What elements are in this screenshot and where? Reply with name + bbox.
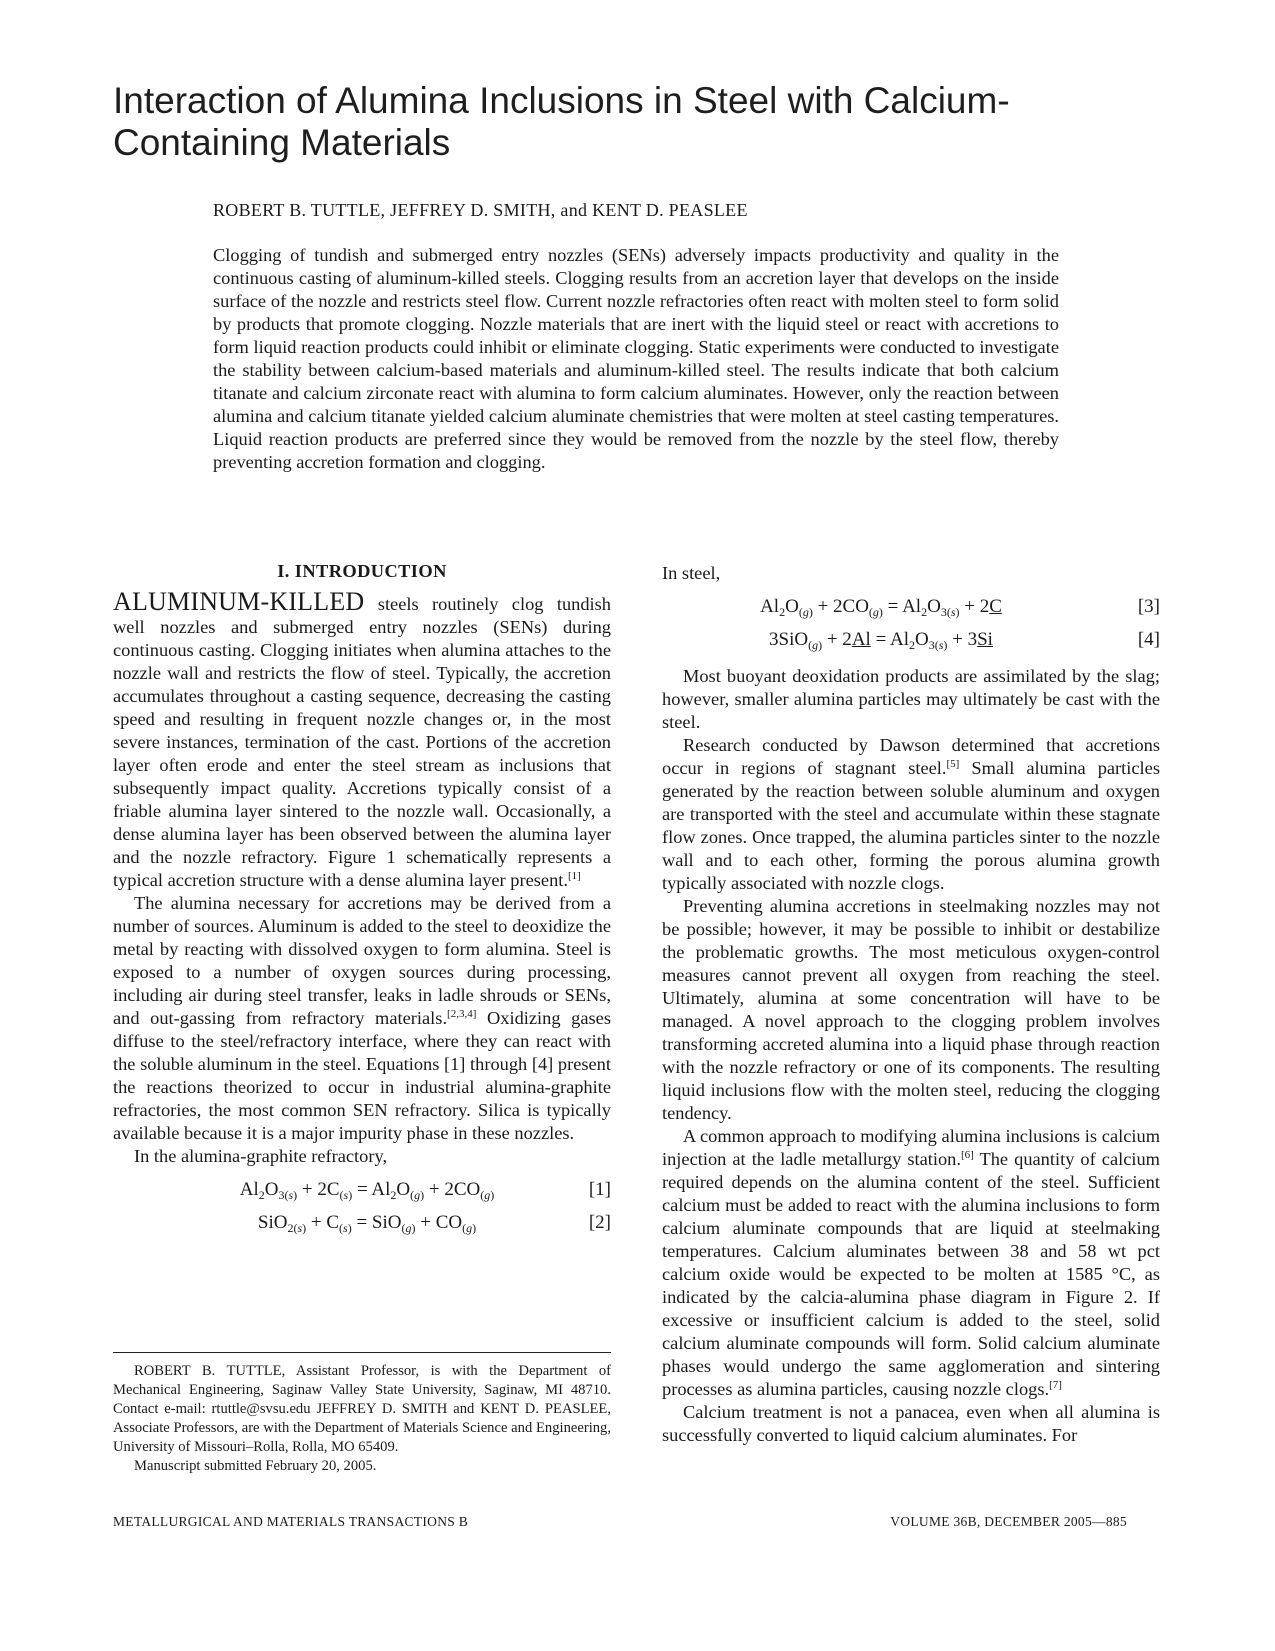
- right-paragraph-1: Most buoyant deoxidation products are assimilated by the slag; however, smaller alumina particles may ultimately be cast with the steel.: [662, 666, 1160, 732]
- journal-name: METALLURGICAL AND MATERIALS TRANSACTIONS B: [113, 1514, 469, 1529]
- equation-2: $SiO_{2(s)} + C_{(s)} = SiO_{(g)} + CO_{(g)}$ [2]: [257, 1212, 611, 1235]
- section-heading: I. INTRODUCTION: [277, 561, 447, 581]
- equation-number: [1]: [588, 1179, 611, 1200]
- intro-paragraph-3: In the alumina-graphite refractory,: [134, 1146, 388, 1166]
- right-column: [662, 562, 1160, 1447]
- citation: [1]: [567, 870, 581, 882]
- citation: [2,3,4]: [447, 1008, 477, 1020]
- footnote: [113, 1362, 611, 1476]
- equation-4: $3SiO_{(g)} + 2Al = Al_2O_{3(s)} + 3Si$ [4]: [769, 629, 1160, 652]
- right-paragraph-2: Research conducted by Dawson determined that accretions occur in regions of stagnant steel.[5] Small alumina particles generated by the reaction between soluble aluminum and oxygen are transported with the steel and accumulate within these stagnate flow zones. Once trapped, the alumina particles sinter to the nozzle wall and to each other, forming the porous alumina growth typically associated with nozzle clogs.: [662, 735, 1160, 893]
- equation-3: $Al_2O_{(g)} + 2CO_{(g)} = Al_2O_{3(s)} + 2C$ [3]: [760, 596, 1160, 619]
- author-list: ROBERT B. TUTTLE, JEFFREY D. SMITH, and KENT D. PEASLEE: [213, 200, 748, 220]
- citation: [5]: [946, 758, 960, 770]
- left-column: [113, 560, 611, 1242]
- footnote-affiliations: ROBERT B. TUTTLE, Assistant Professor, is with the Department of Mechanical Engineering, Saginaw Valley State University, Saginaw, MI 48710. Contact e-mail: rtuttle@svsu.edu JEFFREY D. SMITH and KENT D. PEASLEE, Associate Professors, are with the Department of Materials Science and Engineering, University of Missouri–Rolla, Rolla, MO 65409.: [113, 1363, 611, 1455]
- paper-title: Interaction of Alumina Inclusions in Steel with Calcium-Containing Materials: [113, 80, 1010, 163]
- intro-paragraph-2: The alumina necessary for accretions may be derived from a number of sources. Aluminum is added to the steel to deoxidize the metal by reacting with dissolved oxygen to form alumina. Steel is exposed to a number of oxygen sources during processing, including air during steel transfer, leaks in ladle shrouds or SENs, and out-gassing from refractory materials.[2,3,4] Oxidizing gases diffuse to the steel/refractory interface, where they can react with the soluble aluminum in the steel. Equations [1] through [4] present the reactions theorized to occur in industrial alumina-graphite refractories, the most common SEN refractory. Silica is typically available because it is a major impurity phase in these nozzles.: [113, 893, 611, 1143]
- volume-page: VOLUME 36B, DECEMBER 2005—885: [890, 1514, 1127, 1529]
- right-paragraph-3: Preventing alumina accretions in steelmaking nozzles may not be possible; however, it may be possible to inhibit or destabilize the problematic growths. The most meticulous oxygen-control measures cannot prevent all oxygen from reaching the steel. Ultimately, alumina at some concentration will have to be managed. A novel approach to the clogging problem involves transforming accreted alumina into a liquid phase through reaction with the nozzle refractory or one of its components. The resulting liquid inclusions flow with the molten steel, reducing the clogging tendency.: [662, 896, 1160, 1123]
- equation-1: $Al_2O_{3(s)} + 2C_{(s)} = Al_2O_{(g)} + 2CO_{(g)}$ [1]: [239, 1179, 611, 1202]
- right-paragraph-4: A common approach to modifying alumina inclusions is calcium injection at the ladle metallurgy station.[6] The quantity of calcium required depends on the alumina content of the steel. Sufficient calcium must be added to react with the alumina inclusions to form calcium aluminate compounds that are liquid at steelmaking temperatures. Calcium aluminates between 38 and 58 wt pct calcium oxide would be expected to be molten at 1585 °C, as indicated by the calcia-alumina phase diagram in Figure 2. If excessive or insufficient calcium is added to the steel, solid calcium aluminate compounds will form. Solid calcium aluminate phases would undergo the same agglomeration and sintering processes as alumina particles, causing nozzle clogs.[7]: [662, 1126, 1160, 1399]
- abstract: Clogging of tundish and submerged entry nozzles (SENs) adversely impacts productivity and quality in the continuous casting of aluminum-killed steels. Clogging results from an accretion layer that develops on the inside surface of the nozzle and restricts steel flow. Current nozzle refractories often react with molten steel to form solid by products that promote clogging. Nozzle materials that are inert with the liquid steel or react with accretions to form liquid reaction products could inhibit or eliminate clogging. Static experiments were conducted to investigate the stability between calcium-based materials and aluminum-killed steel. The results indicate that both calcium titanate and calcium zirconate react with alumina to form calcium aluminates. However, only the reaction between alumina and calcium titanate yielded calcium aluminate chemistries that were molten at steel casting temperatures. Liquid reaction products are preferred since they would be removed from the nozzle by the steel flow, thereby preventing accretion formation and clogging.: [213, 245, 1059, 472]
- equation-number: [2]: [588, 1212, 611, 1233]
- in-steel-label: In steel,: [662, 563, 721, 583]
- citation: [6]: [960, 1149, 974, 1161]
- right-paragraph-5: Calcium treatment is not a panacea, even when all alumina is successfully converted to liquid calcium aluminates. For: [662, 1402, 1160, 1445]
- footnote-manuscript-date: Manuscript submitted February 20, 2005.: [134, 1458, 377, 1474]
- equation-number: [4]: [1137, 629, 1160, 650]
- drop-cap: ALUMINUM-KILLED: [113, 587, 365, 616]
- citation: [7]: [1049, 1379, 1062, 1391]
- intro-paragraph-1: ALUMINUM-KILLED steels routinely clog tundish well nozzles and submerged entry nozzles (SENs) during continuous casting. Clogging initiates when alumina attaches to the nozzle wall and restricts the flow of steel. Typically, the accretion accumulates throughout a casting sequence, decreasing the casting speed and resulting in frequent nozzle changes or, in the most severe instances, termination of the cast. Portions of the accretion layer often erode and enter the steel stream as inclusions that subsequently impact quality. Accretions typically consist of a friable alumina layer sintered to the nozzle wall. Occasionally, a dense alumina layer has been observed between the alumina layer and the nozzle refractory. Figure 1 schematically represents a typical accretion structure with a dense alumina layer present.[1]: [113, 587, 611, 890]
- equation-number: [3]: [1137, 596, 1160, 617]
- footnote-rule: [113, 1352, 611, 1353]
